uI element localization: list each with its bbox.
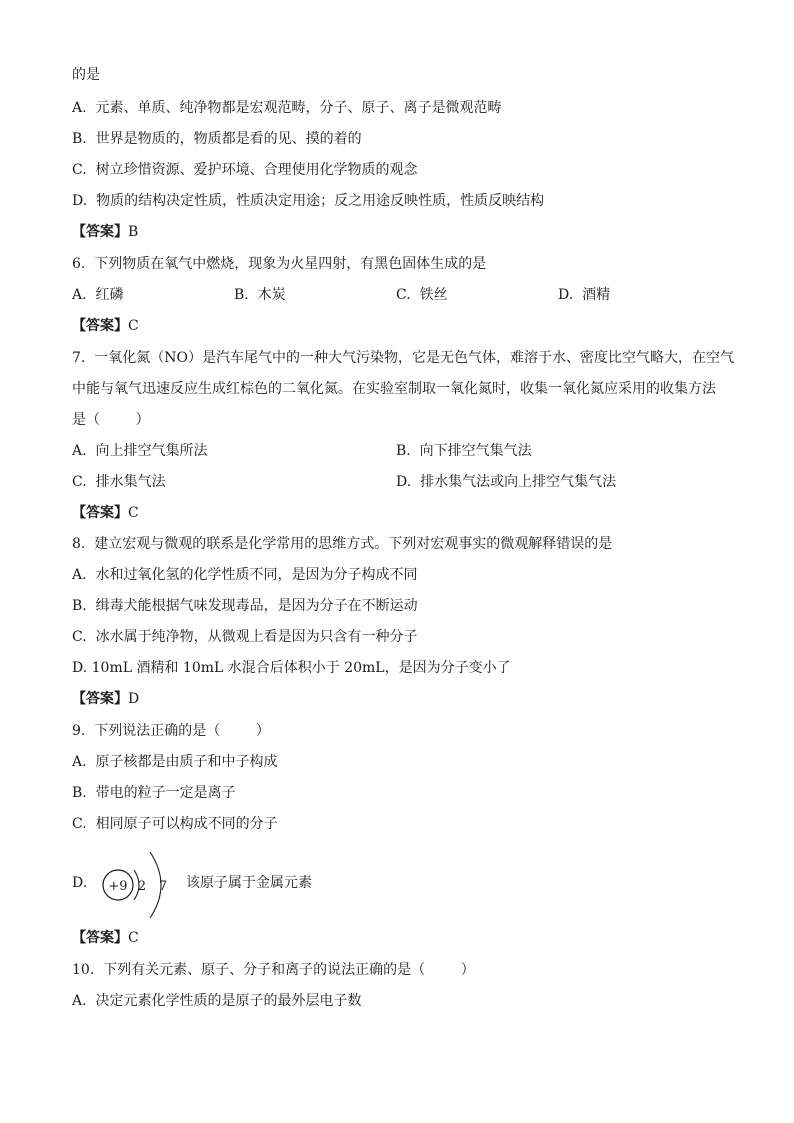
option-d: [72, 848, 372, 920]
question-9: 9. 下列说法正确的是（ ）: [72, 723, 270, 739]
option-b: B. 世界是物质的，物质都是看的见、摸的着的: [72, 131, 362, 147]
shell-2-electrons: 7: [158, 879, 168, 894]
question-7-line-3: 是（ ）: [72, 412, 150, 428]
question-6: 6. 下列物质在氧气中燃烧，现象为火星四射，有黑色固体生成的是: [72, 256, 487, 272]
option-d-text: 该原子属于金属元素: [186, 875, 312, 891]
question-7-line-2: 中能与氧气迅速反应生成红棕色的二氧化氮。在实验室制取一氧化氮时，收集一氧化氮应采用的收集方法: [72, 381, 716, 397]
question-10: 10. 下列有关元素、原子、分子和离子的说法正确的是（ ）: [72, 962, 475, 978]
option-d: D. 排水集气法或向上排空气集气法: [396, 474, 617, 490]
answer-label: 【答案】: [72, 318, 128, 334]
option-b: B. 带电的粒子一定是离子: [72, 785, 236, 801]
shell-1-electrons: 2: [137, 879, 147, 894]
answer-label: 【答案】: [72, 505, 128, 521]
nucleus-charge: +9: [108, 879, 128, 894]
option-d: D. 10mL 酒精和 10mL 水混合后体积小于 20mL，是因为分子变小了: [72, 660, 511, 676]
option-b: B. 向下排空气集气法: [396, 443, 532, 459]
option-a: A. 元素、单质、纯净物都是宏观范畴，分子、原子、离子是微观范畴: [72, 100, 502, 116]
answer-line: [72, 504, 139, 522]
answer-line: [72, 690, 139, 708]
option-a: A. 原子核都是由质子和中子构成: [72, 754, 278, 770]
option-d-label: D.: [72, 875, 88, 891]
answer-label: 【答案】: [72, 691, 128, 707]
option-c: C. 排水集气法: [72, 474, 166, 490]
option-a: A. 红磷: [72, 287, 124, 303]
option-c: C. 相同原子可以构成不同的分子: [72, 816, 278, 832]
answer-value: C: [128, 318, 139, 334]
question-8: 8. 建立宏观与微观的联系是化学常用的思维方式。下列对宏观事实的微观解释错误的是: [72, 536, 613, 552]
option-c: C. 冰水属于纯净物，从微观上看是因为只含有一种分子: [72, 629, 418, 645]
answer-label: 【答案】: [72, 930, 128, 946]
text-line: 的是: [72, 67, 100, 83]
question-7-line-1: 7. 一氧化氮（NO）是汽车尾气中的一种大气污染物，它是无色气体，难溶于水、密度比空气略大，在空气: [72, 350, 734, 366]
option-c: C. 树立珍惜资源、爱护环境、合理使用化学物质的观念: [72, 162, 418, 178]
option-b: B. 木炭: [234, 287, 286, 303]
option-d: D. 物质的结构决定性质，性质决定用途；反之用途反映性质，性质反映结构: [72, 193, 545, 209]
answer-line: [72, 929, 139, 947]
option-d: D. 酒精: [558, 287, 611, 303]
answer-line: [72, 317, 139, 335]
answer-line: [72, 223, 138, 241]
answer-value: C: [128, 505, 139, 521]
option-a: A. 向上排空气集所法: [72, 443, 208, 459]
answer-value: D: [128, 691, 140, 707]
answer-label: 【答案】: [72, 224, 128, 240]
option-a: A. 决定元素化学性质的是原子的最外层电子数: [72, 993, 362, 1009]
option-c: C. 铁丝: [396, 287, 448, 303]
option-a: A. 水和过氧化氢的化学性质不同，是因为分子构成不同: [72, 567, 418, 583]
answer-value: B: [128, 224, 139, 240]
answer-value: C: [128, 930, 139, 946]
option-b: B. 缉毒犬能根据气味发现毒品，是因为分子在不断运动: [72, 598, 418, 614]
